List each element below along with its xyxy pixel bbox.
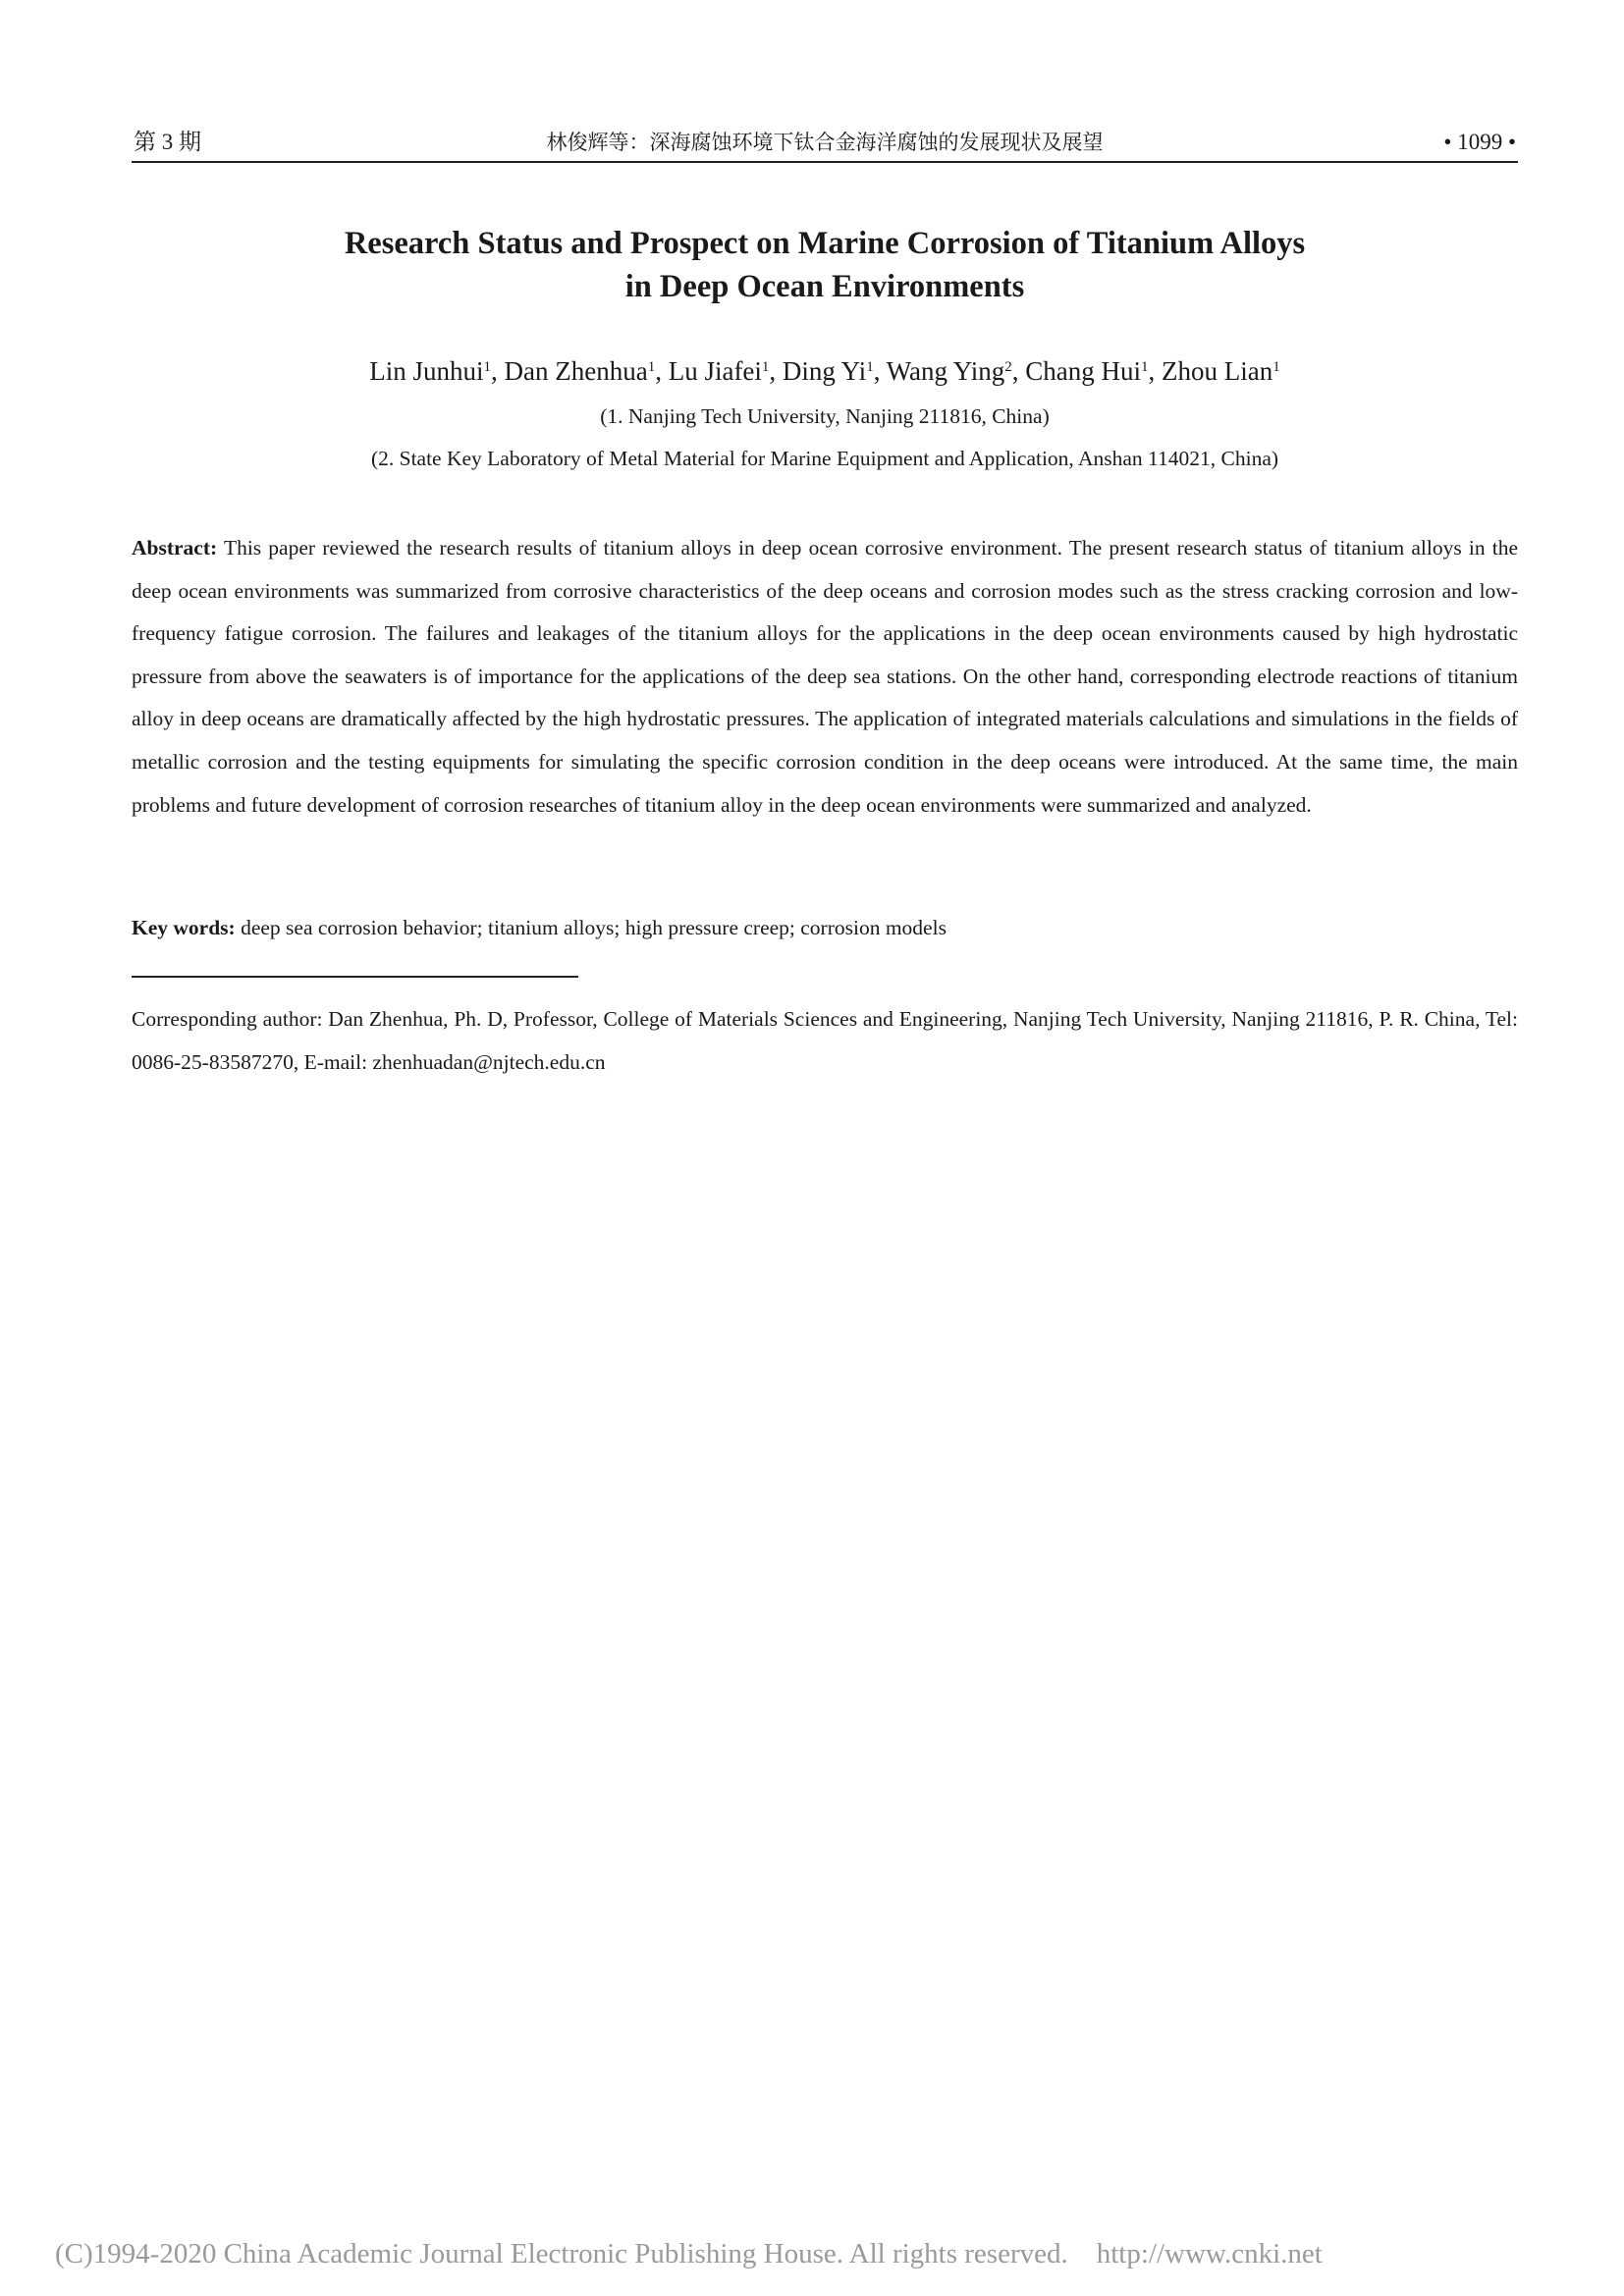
paper-title-line-1: Research Status and Prospect on Marine Corrosion of Titanium Alloys <box>344 226 1306 261</box>
abstract <box>132 527 1518 827</box>
author-affiliation-mark: 1 <box>761 359 770 375</box>
author-affiliation-mark: 1 <box>1141 359 1149 375</box>
author-name: Lin Junhui <box>369 356 484 386</box>
author-affiliation-mark: 1 <box>866 359 874 375</box>
page-number: • 1099 • <box>1443 130 1516 154</box>
author-affiliation-mark: 2 <box>1004 359 1012 375</box>
author-name: Lu Jiafei <box>668 356 762 386</box>
keywords-text: deep sea corrosion behavior; titanium alloys; high pressure creep; corrosion models <box>241 916 947 939</box>
abstract-label: Abstract: <box>132 536 218 560</box>
author-name: Chang Hui <box>1025 356 1142 386</box>
abstract-text: This paper reviewed the research results of titanium alloys in deep ocean corrosive environment. The present research status of titanium alloys in the deep ocean environments was summarized from corrosive characteristics of the deep oceans and corrosion modes such as the stress cracking corrosion and low-frequency fatigue corrosion. The failures and leakages of the titanium alloys for the applications in the deep ocean environments caused by high hydrostatic pressure from above the seawaters is of importance for the applications of the deep sea stations. On the other hand, corresponding electrode reactions of titanium alloy in deep oceans are dramatically affected by the high hydrostatic pressures. The application of integrated materials calculations and simulations in the fields of metallic corrosion and the testing equipments for simulating the specific corrosion condition in the deep oceans were introduced. At the same time, the main problems and future development of corrosion researches of titanium alloy in the deep ocean environments were summarized and analyzed. <box>132 536 1518 817</box>
corresponding-author-footnote: Corresponding author: Dan Zhenhua, Ph. D, Professor, College of Materials Sciences and Engineering, Nanjing Tech University, Nanjing 211816, P. R. China, Tel: 0086-25-83587270, E-mail: zhenhuadan@njtech.edu.cn <box>132 1007 1518 1074</box>
affiliation-1: (1. Nanjing Tech University, Nanjing 211816, China) <box>600 404 1050 428</box>
author-name: Zhou Lian <box>1162 356 1273 386</box>
author-name: Wang Ying <box>886 356 1005 386</box>
paper-title-line-2: in Deep Ocean Environments <box>624 269 1025 304</box>
footnote-divider <box>132 976 578 978</box>
author-list: Lin Junhui$^1$, Dan Zhenhua$^1$, Lu Jiafei$^1$, Ding Yi$^1$, Wang Ying$^2$, Chang Hui$^1$, Zhou Lian$^1$ <box>369 356 1280 386</box>
copyright-watermark: (C)1994-2020 China Academic Journal Electronic Publishing House. All rights reserved. http://www.cnki.net <box>55 2238 1323 2269</box>
affiliation-2: (2. State Key Laboratory of Metal Material for Marine Equipment and Application, Anshan 114021, China) <box>370 447 1279 470</box>
author-affiliation-mark: 1 <box>1272 359 1280 375</box>
author-affiliation-mark: 1 <box>483 359 491 375</box>
issue-label: 第 3 期 <box>134 130 201 154</box>
running-header <box>132 128 1518 163</box>
running-title: 林俊辉等：深海腐蚀环境下钛合金海洋腐蚀的发展现状及展望 <box>546 131 1104 154</box>
author-name: Dan Zhenhua <box>504 356 648 386</box>
author-name: Ding Yi <box>782 356 867 386</box>
author-affiliation-mark: 1 <box>647 359 656 375</box>
paper-title <box>132 222 1518 308</box>
keywords <box>132 913 1518 942</box>
keywords-label: Key words: <box>132 916 236 939</box>
